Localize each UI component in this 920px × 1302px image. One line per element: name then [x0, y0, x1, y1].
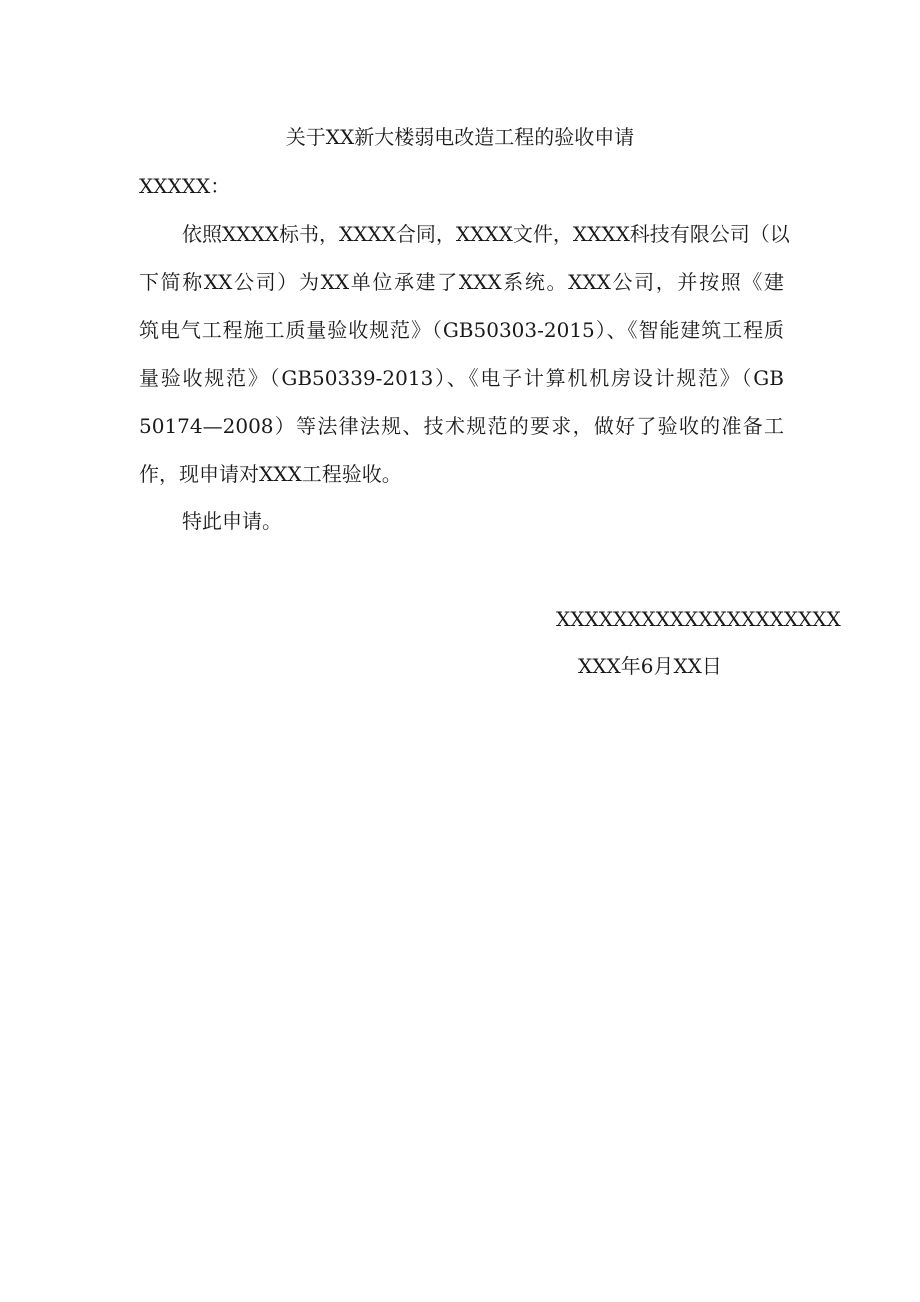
- salutation: XXXXX：: [139, 174, 231, 198]
- body-line: 量验收规范》（GB50339-2013）、《电子计算机机房设计规范》（GB: [139, 366, 784, 390]
- document-title: 关于XX新大楼弱电改造工程的验收申请: [285, 125, 635, 149]
- body-line: 下简称XX公司）为XX单位承建了XXX系统。XXX公司，并按照《建: [139, 270, 784, 294]
- body-line: 作，现申请对XXX工程验收。: [139, 462, 402, 486]
- signature-date: XXX年6月XX日: [578, 654, 722, 678]
- closing-remark: 特此申请。: [182, 509, 282, 533]
- body-line: 筑电气工程施工质量验收规范》（GB50303-2015）、《智能建筑工程质: [139, 318, 784, 342]
- signer-name: XXXXXXXXXXXXXXXXXXXX: [556, 607, 841, 631]
- body-line: 依照XXXX标书，XXXX合同，XXXX文件，XXXX科技有限公司（以: [182, 222, 790, 246]
- body-line: 50174—2008）等法律法规、技术规范的要求，做好了验收的准备工: [139, 414, 784, 438]
